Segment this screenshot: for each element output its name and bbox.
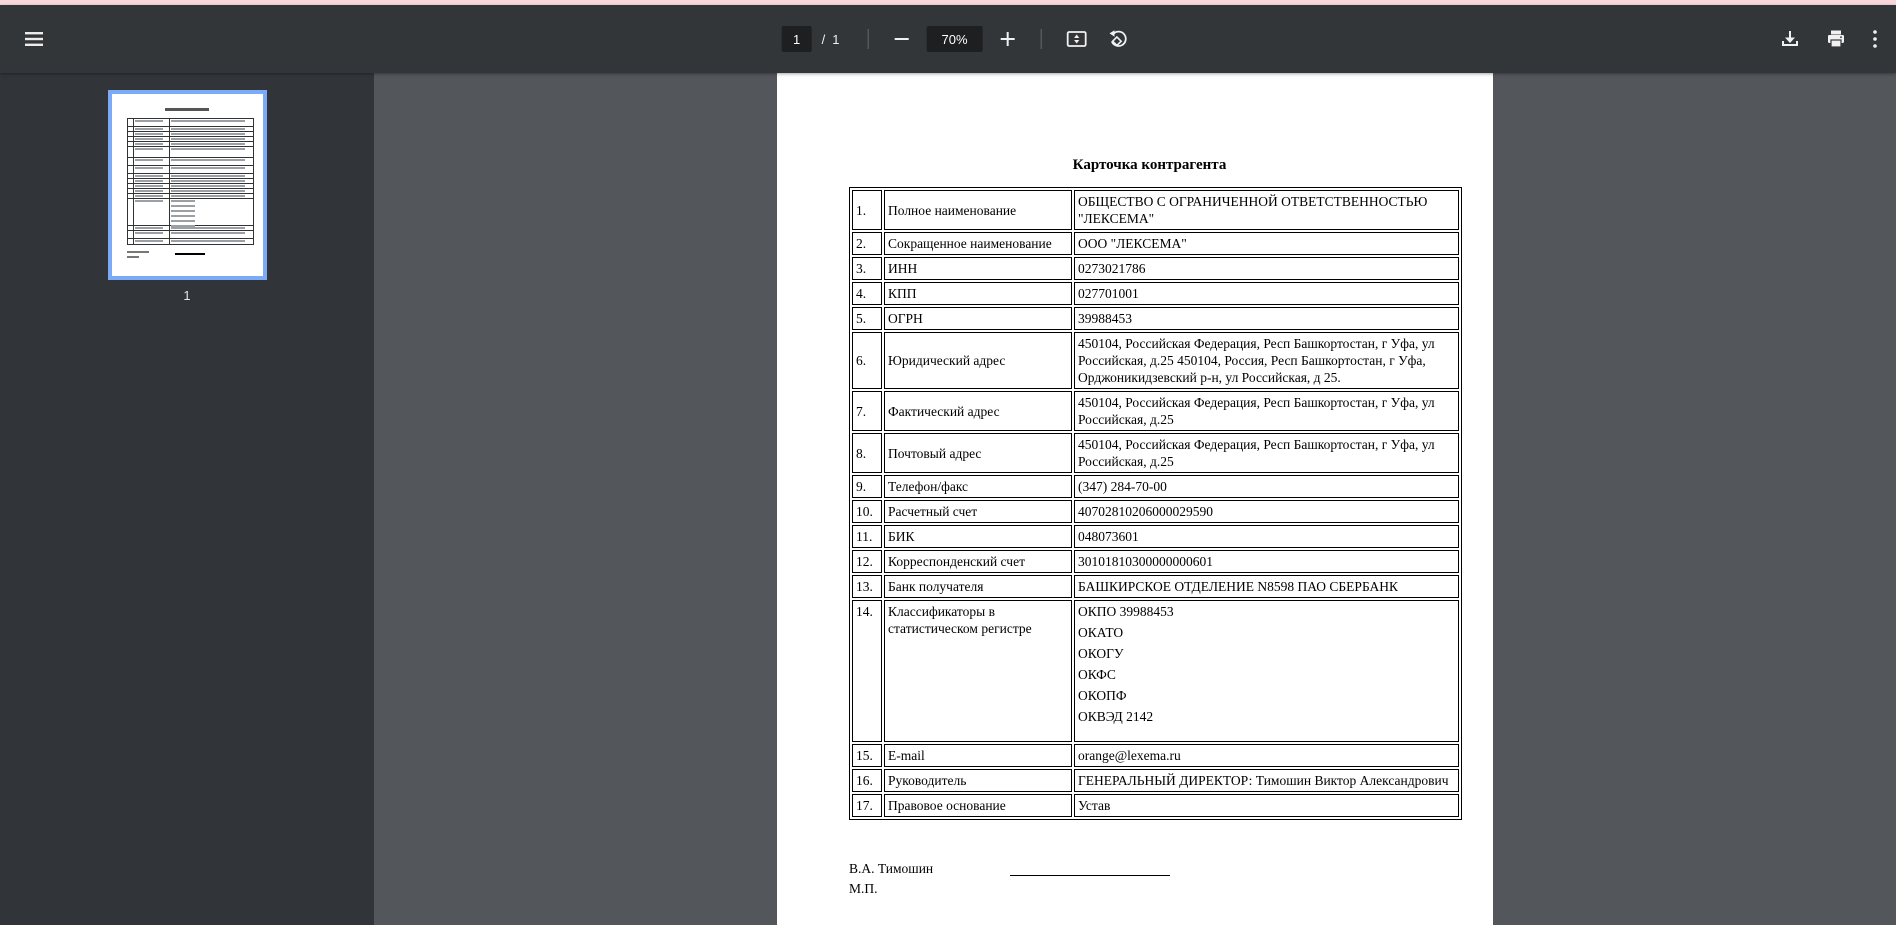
page-total: 1 bbox=[832, 31, 840, 47]
table-row bbox=[852, 475, 1459, 498]
row-label: Юридический адрес bbox=[884, 332, 1072, 389]
zoom-out-button[interactable] bbox=[887, 24, 917, 54]
row-number: 12. bbox=[852, 550, 882, 573]
thumbnail-title-line bbox=[165, 108, 209, 111]
thumbnail-page-number: 1 bbox=[183, 288, 191, 303]
row-value: ООО "ЛЕКСЕМА" bbox=[1074, 232, 1459, 255]
row-value: 0273021786 bbox=[1074, 257, 1459, 280]
row-value: ОКПО 39988453 ОКАТО ОКОГУ ОКФС ОКОПФ ОКВЭД 2142 bbox=[1074, 600, 1459, 742]
minus-icon bbox=[893, 30, 911, 48]
signature-line bbox=[1010, 860, 1170, 876]
row-label: Полное наименование bbox=[884, 190, 1072, 230]
row-label: ИНН bbox=[884, 257, 1072, 280]
row-number: 4. bbox=[852, 282, 882, 305]
row-value: 30101810300000000601 bbox=[1074, 550, 1459, 573]
table-row bbox=[852, 794, 1459, 817]
row-value: ОБЩЕСТВО С ОГРАНИЧЕННОЙ ОТВЕТСТВЕННОСТЬЮ "ЛЕКСЕМА" bbox=[1074, 190, 1459, 230]
zoom-level-input[interactable] bbox=[927, 26, 983, 52]
signature-name: В.А. Тимошин bbox=[849, 861, 934, 876]
row-label: Телефон/факс bbox=[884, 475, 1072, 498]
table-row bbox=[852, 257, 1459, 280]
row-number: 9. bbox=[852, 475, 882, 498]
stamp-label: М.П. bbox=[849, 881, 878, 896]
plus-icon bbox=[999, 30, 1017, 48]
row-value: orange@lexema.ru bbox=[1074, 744, 1459, 767]
row-label: Банк получателя bbox=[884, 575, 1072, 598]
row-number: 1. bbox=[852, 190, 882, 230]
row-label: Классификаторы в статистическом регистре bbox=[884, 600, 1072, 742]
table-row bbox=[852, 525, 1459, 548]
row-label: ОГРН bbox=[884, 307, 1072, 330]
row-label: БИК bbox=[884, 525, 1072, 548]
table-row bbox=[852, 550, 1459, 573]
table-row bbox=[852, 190, 1459, 230]
thumbnail-footer bbox=[127, 251, 257, 258]
row-label: E-mail bbox=[884, 744, 1072, 767]
hamburger-menu-icon bbox=[24, 32, 44, 46]
row-number: 14. bbox=[852, 600, 882, 742]
table-row bbox=[852, 332, 1459, 389]
row-value: ГЕНЕРАЛЬНЫЙ ДИРЕКТОР: Тимошин Виктор Александрович bbox=[1074, 769, 1459, 792]
row-value: Устав bbox=[1074, 794, 1459, 817]
row-number: 16. bbox=[852, 769, 882, 792]
row-value: 39988453 bbox=[1074, 307, 1459, 330]
row-label: Правовое основание bbox=[884, 794, 1072, 817]
toolbar-separator bbox=[1041, 29, 1042, 49]
page-thumbnail[interactable] bbox=[108, 90, 267, 280]
row-label: Руководитель bbox=[884, 769, 1072, 792]
zoom-in-button[interactable] bbox=[993, 24, 1023, 54]
menu-button[interactable] bbox=[18, 26, 50, 52]
row-label: Почтовый адрес bbox=[884, 433, 1072, 473]
row-label: КПП bbox=[884, 282, 1072, 305]
print-button[interactable] bbox=[1820, 23, 1852, 55]
row-number: 13. bbox=[852, 575, 882, 598]
rotate-counterclockwise-icon bbox=[1108, 29, 1130, 49]
counterparty-table bbox=[849, 187, 1462, 820]
row-number: 7. bbox=[852, 391, 882, 431]
row-value: 40702810206000029590 bbox=[1074, 500, 1459, 523]
row-number: 15. bbox=[852, 744, 882, 767]
document-title: Карточка контрагента bbox=[1072, 157, 1227, 173]
fit-to-page-button[interactable] bbox=[1060, 23, 1094, 55]
document-canvas bbox=[374, 73, 1896, 925]
row-label: Сокращенное наименование bbox=[884, 232, 1072, 255]
row-value: 027701001 bbox=[1074, 282, 1459, 305]
row-value: (347) 284-70-00 bbox=[1074, 475, 1459, 498]
rotate-button[interactable] bbox=[1102, 23, 1136, 55]
three-dot-menu-icon bbox=[1872, 29, 1878, 49]
print-icon bbox=[1826, 29, 1846, 49]
row-label: Расчетный счет bbox=[884, 500, 1072, 523]
pdf-page bbox=[777, 73, 1493, 925]
row-number: 3. bbox=[852, 257, 882, 280]
row-value: 048073601 bbox=[1074, 525, 1459, 548]
download-icon bbox=[1780, 29, 1800, 49]
row-number: 11. bbox=[852, 525, 882, 548]
row-label: Фактический адрес bbox=[884, 391, 1072, 431]
toolbar-separator bbox=[868, 29, 869, 49]
page-divider: / bbox=[821, 31, 826, 47]
row-value: 450104, Российская Федерация, Респ Башкортостан, г Уфа, ул Российская, д.25 bbox=[1074, 433, 1459, 473]
row-number: 8. bbox=[852, 433, 882, 473]
table-row bbox=[852, 769, 1459, 792]
row-label: Корреспонденский счет bbox=[884, 550, 1072, 573]
row-number: 10. bbox=[852, 500, 882, 523]
row-number: 5. bbox=[852, 307, 882, 330]
table-row bbox=[852, 391, 1459, 431]
row-value: БАШКИРСКОЕ ОТДЕЛЕНИЕ N8598 ПАО СБЕРБАНК bbox=[1074, 575, 1459, 598]
table-row bbox=[852, 282, 1459, 305]
thumbnail-table bbox=[127, 118, 254, 245]
fit-to-page-icon bbox=[1066, 29, 1088, 49]
table-row bbox=[852, 232, 1459, 255]
row-number: 17. bbox=[852, 794, 882, 817]
row-number: 6. bbox=[852, 332, 882, 389]
thumbnail-sidebar bbox=[0, 73, 374, 925]
table-row bbox=[852, 600, 1459, 742]
table-row bbox=[852, 744, 1459, 767]
page-number-input[interactable] bbox=[782, 26, 812, 52]
table-row bbox=[852, 500, 1459, 523]
more-options-button[interactable] bbox=[1866, 23, 1884, 55]
table-row bbox=[852, 433, 1459, 473]
pdf-viewer-toolbar bbox=[0, 5, 1896, 73]
page-count bbox=[822, 32, 840, 47]
row-value: 450104, Российская Федерация, Респ Башкортостан, г Уфа, ул Российская, д.25 450104, Россия, Респ Башкортостан, г Уфа, Орджоникидзевский р-н, ул Российская, д 25. bbox=[1074, 332, 1459, 389]
table-row bbox=[852, 575, 1459, 598]
row-number: 2. bbox=[852, 232, 882, 255]
row-value: 450104, Российская Федерация, Респ Башкортостан, г Уфа, ул Российская, д.25 bbox=[1074, 391, 1459, 431]
table-row bbox=[852, 307, 1459, 330]
download-button[interactable] bbox=[1774, 23, 1806, 55]
